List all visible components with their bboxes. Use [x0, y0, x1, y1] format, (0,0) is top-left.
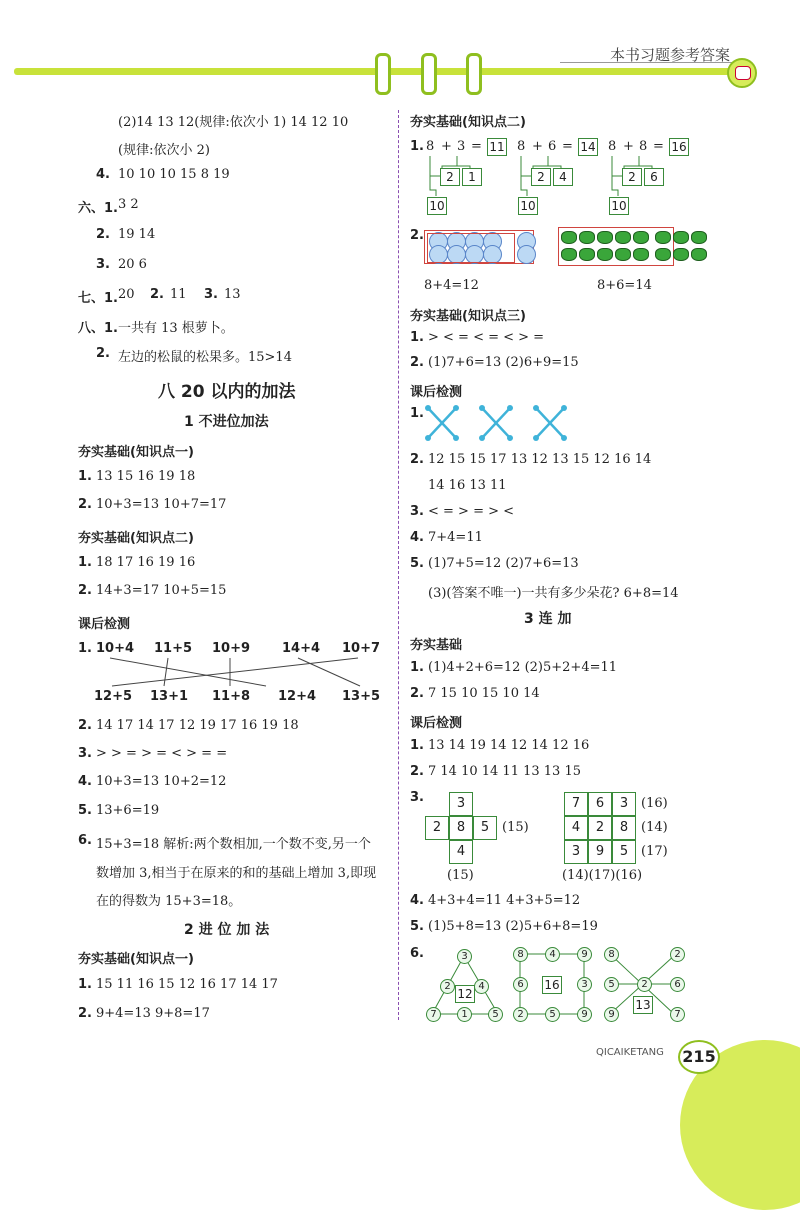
answer-line: > < = < = < > =: [428, 330, 545, 345]
answer-line: 在的得数为 15+3=18。: [96, 894, 242, 909]
grid-cell: 2: [425, 816, 449, 840]
grid-cell: 9: [588, 840, 612, 864]
section-heading: 夯实基础(知识点三): [410, 309, 526, 324]
answer-line: (1)5+8=13 (2)5+6+8=19: [428, 919, 598, 934]
item-number: 3.: [410, 504, 424, 519]
node-circle: 9: [577, 947, 592, 962]
node-circle: 6: [513, 977, 528, 992]
item-number: 2.: [150, 287, 164, 302]
item-number: 1.: [410, 330, 424, 345]
node-circle: 2: [637, 977, 652, 992]
item-number: 1.: [410, 660, 424, 675]
match-top-item: 14+4: [282, 641, 321, 656]
node-circle: 8: [513, 947, 528, 962]
page-number: 215: [682, 1047, 716, 1066]
node-circle: 3: [577, 977, 592, 992]
grid-cell: 3: [564, 840, 588, 864]
section-heading: 夯实基础(知识点二): [410, 115, 526, 130]
eq-split-box: 2: [440, 168, 460, 186]
eq-split-box: 2: [531, 168, 551, 186]
answer-line: 14+3=17 10+5=15: [96, 583, 227, 598]
answer-line: (规律:依次小 2): [118, 143, 210, 158]
frog-picture: [558, 227, 708, 265]
column-divider: [398, 110, 399, 1020]
item-number: 6.: [410, 946, 424, 961]
item-number: 2.: [410, 764, 424, 779]
item-number: 1.: [78, 641, 92, 656]
sum-label: (15): [502, 820, 529, 835]
eq-ten-box: 10: [427, 197, 447, 215]
eq-term: 8: [639, 139, 648, 154]
item-number: 4.: [78, 774, 92, 789]
answer-line: 18 17 16 19 16: [96, 555, 196, 570]
eq-ten-box: 10: [518, 197, 538, 215]
section-heading: 夯实基础(知识点一): [78, 952, 194, 967]
match-bottom-item: 11+8: [212, 689, 251, 704]
item-number: 4.: [410, 893, 424, 908]
sum-label: (14)(17)(16): [562, 868, 643, 883]
eq-operator: +: [441, 139, 452, 154]
answer-line: 7+4=11: [428, 530, 483, 545]
node-circle: 3: [457, 949, 472, 964]
eq-equals: =: [653, 139, 664, 154]
answer-line: 13 14 19 14 12 14 12 16: [428, 738, 590, 753]
item-number: 5.: [410, 919, 424, 934]
page-number-badge: [678, 1040, 720, 1074]
answer-line: 13 15 16 19 18: [96, 469, 196, 484]
node-circle: 5: [488, 1007, 503, 1022]
eq-operator: +: [623, 139, 634, 154]
answer-line: 7 15 10 15 10 14: [428, 686, 540, 701]
item-number: 2.: [78, 718, 92, 733]
mascot-icon: [727, 58, 757, 88]
answer-line: > > = > = < > = =: [96, 746, 228, 761]
node-circle: 8: [604, 947, 619, 962]
eq-split-box: 2: [622, 168, 642, 186]
center-box: 13: [633, 996, 653, 1014]
item-number: 2.: [410, 228, 424, 243]
answer-line: 20: [118, 287, 135, 302]
answer-line: (3)(答案不唯一)一共有多少朵花? 6+8=14: [428, 586, 679, 601]
answer-line: (2)14 13 12(规律:依次小 1) 14 12 10: [118, 115, 349, 130]
grid-cell: 6: [588, 792, 612, 816]
answer-line: 12 15 15 17 13 12 13 15 12 16 14: [428, 452, 652, 467]
node-circle: 4: [474, 979, 489, 994]
item-number: 1.: [78, 555, 92, 570]
match-top-item: 10+4: [96, 641, 135, 656]
match-bottom-item: 12+4: [278, 689, 317, 704]
cross-matching-lines: [422, 404, 572, 442]
center-box: 12: [455, 985, 475, 1003]
eq-term: 8: [517, 139, 526, 154]
answer-line: (1)7+5=12 (2)7+6=13: [428, 556, 579, 571]
answer-line: 3 2: [118, 197, 139, 212]
answer-line: 9+4=13 9+8=17: [96, 1006, 210, 1021]
eq-split-box: 6: [644, 168, 664, 186]
answer-line: 10 10 10 15 8 19: [118, 167, 230, 182]
item-number: 1.: [410, 738, 424, 753]
answer-line: 10+3=13 10+2=12: [96, 774, 227, 789]
answer-line: < = > = > <: [428, 504, 515, 519]
section-heading: 课后检测: [410, 385, 463, 400]
node-circle: 6: [670, 977, 685, 992]
eq-term: 8: [426, 139, 435, 154]
answer-line: 14 17 14 17 12 19 17 16 19 18: [96, 718, 299, 733]
item-number: 八、1.: [78, 321, 118, 336]
answer-line: (1)7+6=13 (2)6+9=15: [428, 355, 579, 370]
item-number: 6.: [78, 833, 92, 848]
item-number: 2.: [96, 227, 110, 242]
grid-cell: 8: [612, 816, 636, 840]
item-number: 1.: [78, 977, 92, 992]
section-heading: 课后检测: [78, 617, 131, 632]
node-circle: 4: [545, 947, 560, 962]
answer-line: 20 6: [118, 257, 147, 272]
item-number: 3.: [96, 257, 110, 272]
grid-cell: 2: [588, 816, 612, 840]
section-heading: 夯实基础: [410, 638, 463, 653]
item-number: 3.: [78, 746, 92, 761]
eq-split-box: 4: [553, 168, 573, 186]
item-number: 5.: [410, 556, 424, 571]
node-circle: 5: [545, 1007, 560, 1022]
grid-cell: 3: [449, 792, 473, 816]
bubble-picture: [424, 230, 534, 264]
center-box: 16: [542, 976, 562, 994]
grid-cell: 5: [612, 840, 636, 864]
node-circle: 9: [604, 1007, 619, 1022]
answer-line: 8+6=14: [597, 278, 652, 293]
chapter-title: 八 20 以内的加法: [158, 382, 296, 402]
sum-label: (17): [641, 844, 668, 859]
answer-line: 数增加 3,相当于在原来的和的基础上增加 3,即现: [96, 866, 377, 881]
eq-equals: =: [562, 139, 573, 154]
item-number: 2.: [78, 583, 92, 598]
answer-line: 11: [170, 287, 187, 302]
item-number: 3.: [410, 790, 424, 805]
eq-ten-box: 10: [609, 197, 629, 215]
answer-line: 13+6=19: [96, 803, 160, 818]
item-number: 5.: [78, 803, 92, 818]
item-number: 2.: [96, 346, 110, 361]
grid-cell: 5: [473, 816, 497, 840]
item-number: 2.: [78, 497, 92, 512]
node-circle: 5: [604, 977, 619, 992]
match-top-item: 10+7: [342, 641, 381, 656]
eq-operator: +: [532, 139, 543, 154]
answer-line: 19 14: [118, 227, 156, 242]
section-title: 1 不进位加法: [184, 414, 269, 430]
section-title: 2 进 位 加 法: [184, 922, 270, 938]
node-circle: 1: [457, 1007, 472, 1022]
item-number: 4.: [96, 167, 110, 182]
section-title: 3 连 加: [524, 611, 572, 627]
answer-line: 13: [224, 287, 241, 302]
header-title: 本书习题参考答案: [610, 46, 731, 64]
eq-answer-box: 16: [669, 138, 689, 156]
answer-line: 4+3+4=11 4+3+5=12: [428, 893, 581, 908]
answer-line: 一共有 13 根萝卜。: [118, 321, 234, 336]
grid-cell: 4: [449, 840, 473, 864]
eq-term: 8: [608, 139, 617, 154]
item-number: 2.: [410, 355, 424, 370]
match-top-item: 10+9: [212, 641, 251, 656]
eq-term: 6: [548, 139, 557, 154]
answer-line: 14 16 13 11: [428, 478, 507, 493]
item-number: 4.: [410, 530, 424, 545]
node-circle: 2: [513, 1007, 528, 1022]
item-number: 2.: [410, 452, 424, 467]
match-top-item: 11+5: [154, 641, 193, 656]
eq-split-box: 1: [462, 168, 482, 186]
eq-answer-box: 11: [487, 138, 507, 156]
item-number: 1.: [410, 139, 424, 154]
item-number: 1.: [410, 406, 424, 421]
section-heading: 夯实基础(知识点二): [78, 531, 194, 546]
item-number: 3.: [204, 287, 218, 302]
grid-cell: 3: [612, 792, 636, 816]
section-heading: 夯实基础(知识点一): [78, 445, 194, 460]
footer-brand: QICAIKETANG: [596, 1047, 664, 1058]
grid-cell: 4: [564, 816, 588, 840]
match-bottom-item: 13+1: [150, 689, 189, 704]
answer-line: 8+4=12: [424, 278, 479, 293]
eq-answer-box: 14: [578, 138, 598, 156]
node-circle: 7: [426, 1007, 441, 1022]
eq-equals: =: [471, 139, 482, 154]
section-heading: 课后检测: [410, 716, 463, 731]
item-number: 七、1.: [78, 291, 118, 306]
matching-lines: [90, 656, 390, 690]
eq-term: 3: [457, 139, 466, 154]
answer-line: 左边的松鼠的松果多。15>14: [118, 350, 292, 365]
match-bottom-item: 12+5: [94, 689, 133, 704]
header-bar: [14, 68, 732, 75]
grid-cell: 8: [449, 816, 473, 840]
sum-label: (15): [447, 868, 474, 883]
node-circle: 9: [577, 1007, 592, 1022]
answer-line: 7 14 10 14 11 13 13 15: [428, 764, 581, 779]
answer-line: 15 11 16 15 12 16 17 14 17: [96, 977, 278, 992]
match-bottom-item: 13+5: [342, 689, 381, 704]
item-number: 2.: [78, 1006, 92, 1021]
answer-line: 10+3=13 10+7=17: [96, 497, 227, 512]
item-number: 六、1.: [78, 201, 118, 216]
sum-label: (16): [641, 796, 668, 811]
grid-cell: 7: [564, 792, 588, 816]
node-circle: 2: [670, 947, 685, 962]
item-number: 1.: [78, 469, 92, 484]
answer-line: (1)4+2+6=12 (2)5+2+4=11: [428, 660, 618, 675]
node-circle: 7: [670, 1007, 685, 1022]
node-circle: 2: [440, 979, 455, 994]
sum-label: (14): [641, 820, 668, 835]
item-number: 2.: [410, 686, 424, 701]
answer-line: 15+3=18 解析:两个数相加,一个数不变,另一个: [96, 837, 371, 852]
